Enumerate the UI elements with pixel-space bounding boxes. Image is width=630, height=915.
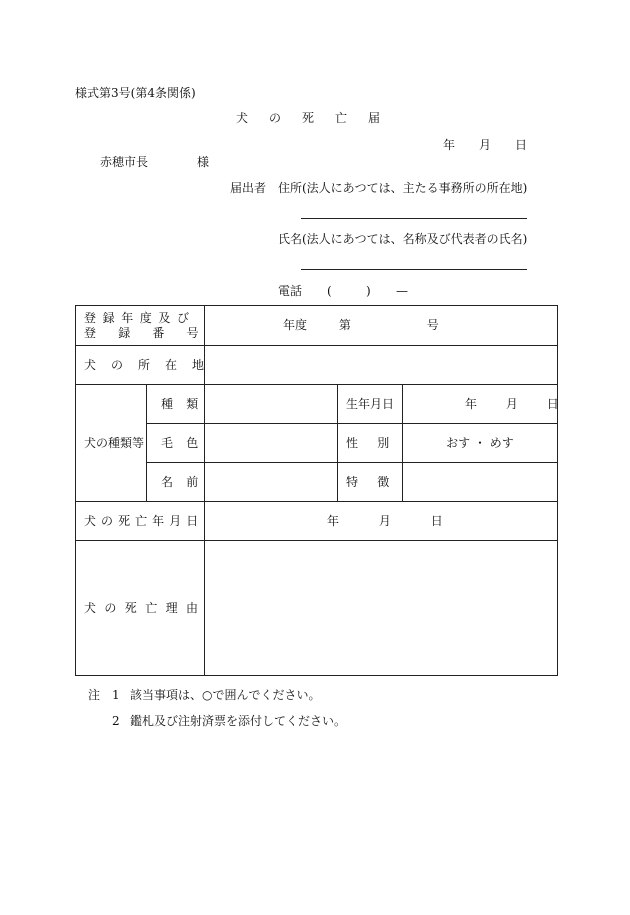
breed-group-label: 犬の種類等: [76, 385, 147, 502]
location-label: 犬の所在地: [76, 346, 205, 385]
birth-value[interactable]: [403, 385, 558, 424]
name-label: 氏名(法人にあつては、名称及び代表者の氏名): [278, 232, 528, 246]
feature-value[interactable]: [403, 463, 558, 502]
row-death-reason: [76, 541, 558, 676]
notes-prefix: 注: [88, 688, 101, 702]
date-year: 年: [443, 138, 456, 152]
date-day: 日: [515, 138, 528, 152]
feature-label: 特徴: [338, 463, 403, 502]
birth-year: 年: [465, 396, 478, 411]
page-title: 犬の死亡届: [236, 111, 402, 125]
row-death-date: [76, 502, 558, 541]
death-reason-value[interactable]: [205, 541, 558, 676]
row-registration: [76, 306, 558, 346]
name-line[interactable]: [301, 269, 527, 270]
birth-month: 月: [505, 396, 518, 411]
phone-dash: —: [396, 284, 408, 298]
death-date-label: 犬の死亡年月日: [76, 502, 205, 541]
reg-label-cell: [76, 306, 221, 346]
birth-day: 日: [546, 396, 559, 411]
breed-label: 種類: [147, 385, 205, 424]
applicant-label: 届出者: [230, 181, 267, 195]
reg-label-line1: 登録年度及び: [84, 310, 196, 325]
reg-go-text: 号: [426, 318, 439, 333]
row-name: [76, 463, 558, 502]
dog-name-value[interactable]: [205, 463, 338, 502]
color-value[interactable]: [205, 424, 338, 463]
registration-table: [75, 305, 558, 676]
row-breed: [76, 385, 558, 424]
addressee-name: 赤穂市長: [100, 155, 149, 169]
death-day: 日: [430, 513, 443, 528]
note-2-number: 2: [112, 714, 120, 728]
reg-no-text: 第: [338, 318, 351, 333]
death-date-value[interactable]: [205, 502, 558, 541]
phone-close-paren: ): [366, 284, 371, 298]
addressee-honorific: 様: [197, 155, 210, 169]
death-reason-label: 犬の死亡理由: [76, 541, 205, 676]
row-color: [76, 424, 558, 463]
address-label: 住所(法人にあつては、主たる事務所の所在地): [278, 181, 528, 195]
phone-open-paren: (: [327, 284, 332, 298]
sex-label: 性別: [338, 424, 403, 463]
location-value[interactable]: [205, 346, 558, 385]
reg-year-text: 年度: [283, 318, 308, 333]
phone-label: 電話: [278, 284, 303, 298]
birth-label: 生年月日: [338, 385, 403, 424]
date-month: 月: [479, 138, 492, 152]
breed-value[interactable]: [205, 385, 338, 424]
row-location: [76, 346, 558, 385]
note-1-number: 1: [112, 688, 120, 702]
address-line[interactable]: [301, 218, 527, 219]
note-2-text: 鑑札及び注射済票を添付してください。: [130, 714, 347, 728]
death-year: 年: [327, 513, 340, 528]
note-1-text: 該当事項は、○で囲んでください。: [130, 688, 321, 702]
reg-label-line2: 登録番号: [84, 325, 221, 340]
reg-value-cell[interactable]: [205, 306, 558, 346]
death-month: 月: [378, 513, 391, 528]
color-label: 毛色: [147, 424, 205, 463]
form-number: 様式第3号(第4条関係): [75, 86, 196, 100]
sex-options[interactable]: おす ・ めす: [403, 424, 558, 463]
dog-name-label: 名前: [147, 463, 205, 502]
